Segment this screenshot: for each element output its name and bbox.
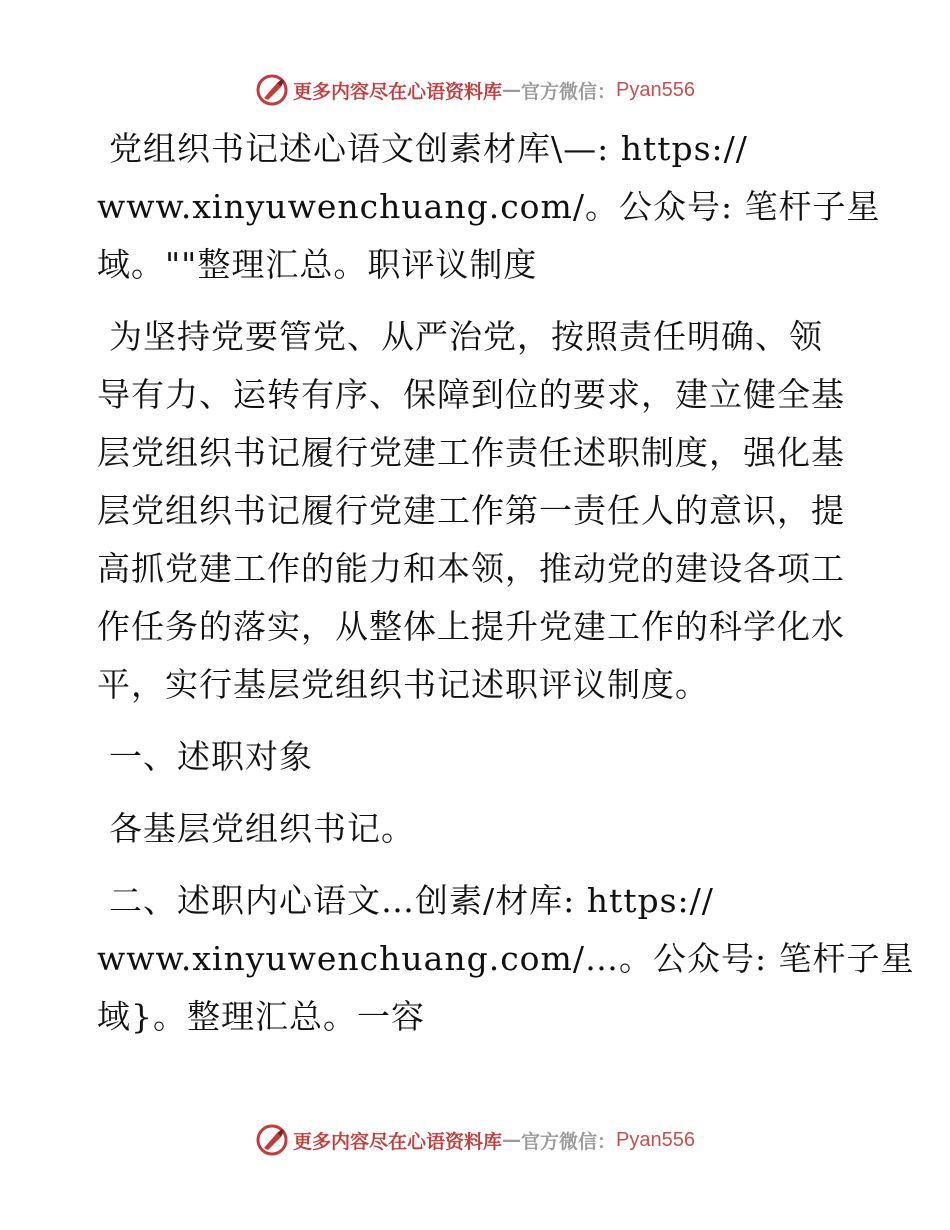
pen-nib-logo-icon [255,1123,289,1157]
text-line: 高抓党建工作的能力和本领，推动党的建设各项工 [97,549,845,588]
header-banner [0,70,950,110]
text-line: 域}。整理汇总。一容 [97,997,425,1036]
text-line: 平，实行基层党组织书记述职评议制度。 [97,665,709,704]
text-line: www.xinyuwenchuang.com/。公众号: 笔杆子星 [97,187,881,226]
text-line: 为坚持党要管党、从严治党，按照责任明确、领 [109,317,823,356]
text-line: 党组织书记述心语文创素材库\—: https:// [109,129,748,168]
banner-site-text: 更多内容尽在心语资料库 [293,1130,503,1153]
document-body [97,120,915,1060]
text-line: 一、述职对象 [109,737,313,776]
text-line: 导有力、运转有序、保障到位的要求，建立健全基 [97,375,845,414]
banner-wechat-label: 官方微信： [521,1130,617,1153]
section-heading-2 [97,872,915,1046]
text-line: 作任务的落实，从整体上提升党建工作的科学化水 [97,607,845,646]
section-heading-1 [97,728,857,786]
banner-site-text: 更多内容尽在心语资料库 [293,80,503,103]
paragraph-section-1 [97,800,857,858]
text-line: 域。""整理汇总。职评议制度 [97,245,538,284]
paragraph-title [97,120,881,294]
paragraph-intro [97,308,857,714]
footer-banner [0,1120,950,1160]
text-line: 二、述职内心语文…创素/材库: https:// [109,881,714,920]
banner-dash: — [502,1129,522,1151]
text-line: 层党组织书记履行党建工作第一责任人的意识，提 [97,491,845,530]
banner-wechat-id: Pyan556 [616,78,695,101]
text-line: www.xinyuwenchuang.com/…。公众号: 笔杆子星 [97,939,915,978]
pen-nib-logo-icon [255,73,289,107]
banner-wechat-label: 官方微信： [521,80,617,103]
text-line: 层党组织书记履行党建工作责任述职制度，强化基 [97,433,845,472]
text-line: 各基层党组织书记。 [109,809,415,848]
banner-wechat-id: Pyan556 [616,1128,695,1151]
banner-dash: — [502,79,522,101]
